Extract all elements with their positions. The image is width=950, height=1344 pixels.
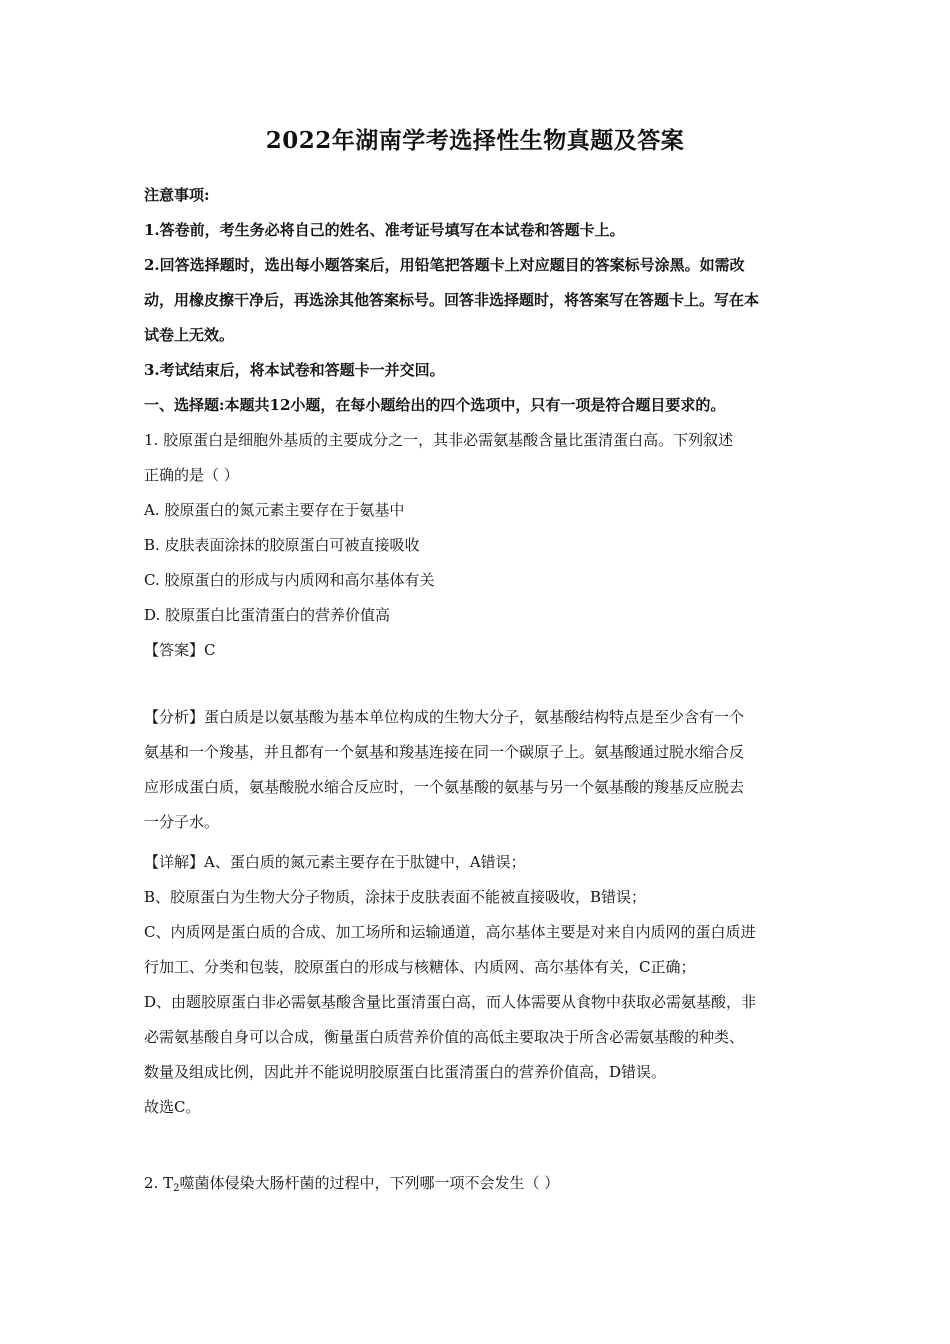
q2-number: 2. T <box>144 1174 174 1192</box>
q1-option-b: B. 皮肤表面涂抹的胶原蛋白可被直接吸收 <box>144 536 420 554</box>
q1-detail-b: B、胶原蛋白为生物大分子物质，涂抹于皮肤表面不能被直接吸收，B错误； <box>144 888 647 906</box>
section-heading: 一、选择题:本题共12小题，在每小题给出的四个选项中，只有一项是符合题目要求的。 <box>144 396 726 414</box>
q1-stem-line-1: 1. 胶原蛋白是细胞外基质的主要成分之一，其非必需氨基酸含量比蛋清蛋白高。下列叙述 <box>144 431 734 449</box>
q1-detail-c-line-1: C、内质网是蛋白质的合成、加工场所和运输通道，高尔基体主要是对来自内质网的蛋白质进 <box>144 923 756 941</box>
q1-option-a: A. 胶原蛋白的氮元素主要存在于氨基中 <box>144 501 405 519</box>
page-title: 2022年湖南学考选择性生物真题及答案 <box>265 127 685 154</box>
q1-analysis-line-4: 一分子水。 <box>144 813 220 831</box>
q1-option-c: C. 胶原蛋白的形成与内质网和高尔基体有关 <box>144 571 435 589</box>
q1-stem-line-2: 正确的是（ ） <box>144 466 239 484</box>
q1-detail-d-line-3: 数量及组成比例，因此并不能说明胶原蛋白比蛋清蛋白的营养价值高，D错误。 <box>144 1063 667 1081</box>
q1-detail-a: 【详解】A、蛋白质的氮元素主要存在于肽键中，A错误； <box>144 853 526 871</box>
q2-stem-text: 噬菌体侵染大肠杆菌的过程中，下列哪一项不会发生（ ） <box>179 1174 560 1192</box>
q1-analysis-line-1: 【分析】蛋白质是以氨基酸为基本单位构成的生物大分子，氨基酸结构特点是至少含有一个 <box>144 708 745 726</box>
q2-stem <box>144 1173 824 1199</box>
notice-heading: 注意事项: <box>144 186 210 204</box>
notice-item-2-line-2: 动，用橡皮擦干净后，再选涂其他答案标号。回答非选择题时，将答案写在答题卡上。写在本 <box>144 291 760 309</box>
q1-analysis-line-3: 应形成蛋白质，氨基酸脱水缩合反应时，一个氨基酸的氨基与另一个氨基酸的羧基反应脱去 <box>144 778 745 796</box>
q1-detail-d-line-2: 必需氨基酸自身可以合成，衡量蛋白质营养价值的高低主要取决于所含必需氨基酸的种类、 <box>144 1028 745 1046</box>
q1-analysis-line-2: 氨基和一个羧基，并且都有一个氨基和羧基连接在同一个碳原子上。氨基酸通过脱水缩合反 <box>144 743 745 761</box>
notice-item-1: 1.答卷前，考生务必将自己的姓名、准考证号填写在本试卷和答题卡上。 <box>144 221 625 239</box>
notice-item-2-line-1: 2.回答选择题时，选出每小题答案后，用铅笔把答题卡上对应题目的答案标号涂黑。如需改 <box>144 256 745 274</box>
q1-answer: 【答案】C <box>144 641 216 659</box>
q1-option-d: D. 胶原蛋白比蛋清蛋白的营养价值高 <box>144 606 391 624</box>
notice-item-3: 3.考试结束后，将本试卷和答题卡一并交回。 <box>144 361 445 379</box>
q1-conclusion: 故选C。 <box>144 1098 201 1116</box>
q1-detail-c-line-2: 行加工、分类和包装，胶原蛋白的形成与核糖体、内质网、高尔基体有关，C正确； <box>144 958 696 976</box>
q1-detail-d-line-1: D、由题胶原蛋白非必需氨基酸含量比蛋清蛋白高，而人体需要从食物中获取必需氨基酸，非 <box>144 993 757 1011</box>
notice-item-2-line-3: 试卷上无效。 <box>144 326 235 344</box>
q2-subscript: 2 <box>173 1183 180 1194</box>
